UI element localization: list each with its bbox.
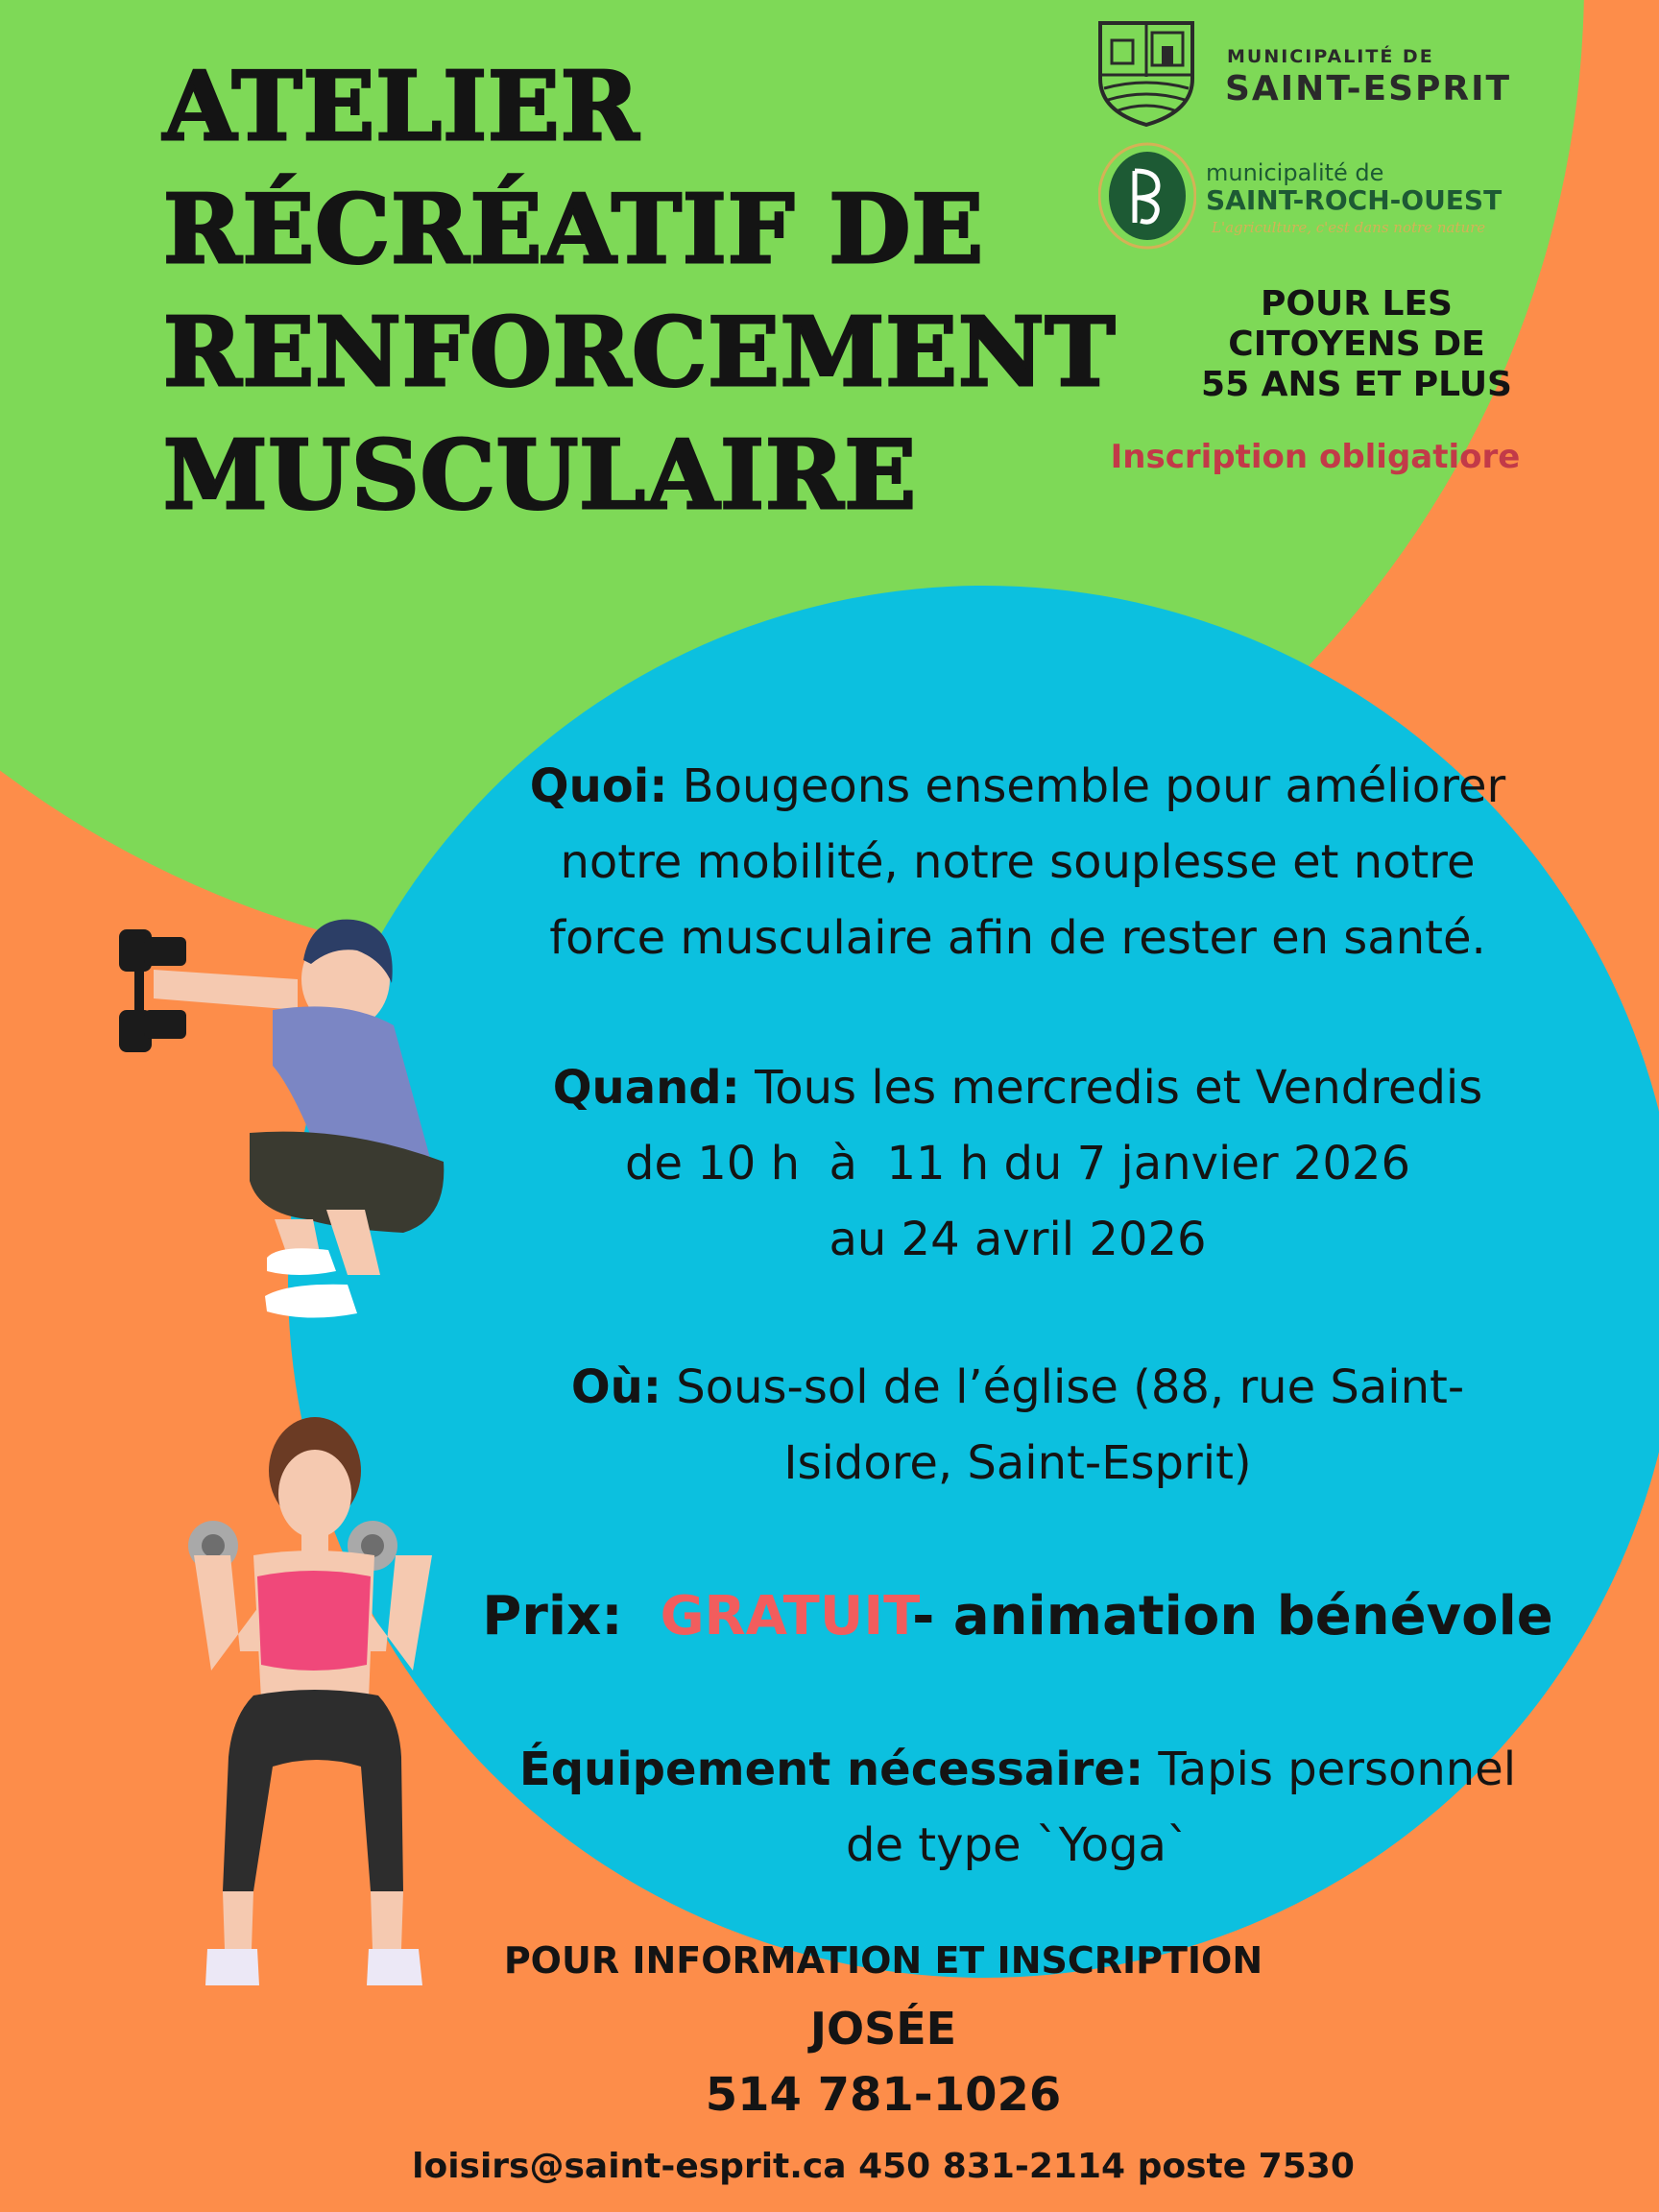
registration-required-note: Inscription obligatiore <box>1110 438 1521 476</box>
audience-line-3: 55 ANS ET PLUS <box>1201 365 1512 404</box>
title-line-2: RÉCRÉATIF DE <box>163 175 985 285</box>
saint-esprit-crest-icon <box>1094 19 1198 127</box>
prix-rest: - animation bénévole <box>912 1585 1553 1647</box>
prix-free-badge: GRATUIT <box>660 1585 913 1647</box>
saint-esprit-logo-line-1: MUNICIPALITÉ DE <box>1227 46 1434 67</box>
quand-line-1: Tous les mercredis et Vendredis <box>755 1061 1483 1115</box>
quoi-label: Quoi: <box>529 759 668 813</box>
title-line-4: MUSCULAIRE <box>163 421 918 531</box>
contact-heading: POUR INFORMATION ET INSCRIPTION <box>503 1939 1263 1982</box>
section-quoi <box>413 749 1623 976</box>
quoi-line-1: Bougeons ensemble pour améliorer <box>682 759 1506 813</box>
contact-email-line: loisirs@saint-esprit.ca 450 831-2114 poste 7530 <box>412 2147 1355 2186</box>
section-ou <box>413 1350 1623 1502</box>
equipement-line-2: de type `Yoga` <box>846 1818 1190 1872</box>
equipement-label: Équipement nécessaire: <box>518 1743 1144 1796</box>
woman-squat-dumbbells-illustration <box>173 1411 451 2026</box>
section-equipement <box>413 1732 1623 1884</box>
equipement-line-1: Tapis personnel <box>1158 1743 1517 1796</box>
quoi-line-3: force musculaire afin de rester en santé. <box>549 911 1486 965</box>
saint-roch-ouest-logo-line-2: SAINT-ROCH-OUEST <box>1206 184 1503 216</box>
ou-label: Où: <box>570 1360 661 1414</box>
saint-esprit-logo <box>1094 19 1517 130</box>
title-line-3: RENFORCEMENT <box>163 298 1117 408</box>
saint-roch-ouest-emblem-icon <box>1098 142 1196 250</box>
saint-roch-ouest-motto: L'agriculture, c'est dans notre nature <box>1212 219 1486 236</box>
title-line-1: ATELIER <box>163 52 640 162</box>
ou-line-1: Sous-sol de l’église (88, rue Saint- <box>676 1360 1465 1414</box>
prix-label: Prix: <box>482 1585 623 1647</box>
contact-name: JOSÉE <box>809 2003 957 2055</box>
quand-label: Quand: <box>552 1061 740 1115</box>
quand-line-3: au 24 avril 2026 <box>829 1213 1207 1266</box>
saint-roch-ouest-logo-line-1: municipalité de <box>1206 159 1384 186</box>
saint-roch-ouest-logo <box>1094 142 1536 252</box>
quoi-line-2: notre mobilité, notre souplesse et notre <box>560 835 1476 889</box>
audience-line-2: CITOYENS DE <box>1228 325 1485 364</box>
ou-line-2: Isidore, Saint-Esprit) <box>783 1436 1252 1490</box>
contact-phone: 514 781-1026 <box>705 2068 1062 2122</box>
section-prix <box>413 1578 1623 1654</box>
audience-text <box>1169 284 1544 405</box>
audience-line-1: POUR LES <box>1261 284 1453 324</box>
section-quand <box>413 1050 1623 1278</box>
poster-title <box>163 46 1116 538</box>
saint-esprit-logo-line-2: SAINT-ESPRIT <box>1225 69 1512 108</box>
quand-line-2: de 10 h à 11 h du 7 janvier 2026 <box>624 1137 1410 1190</box>
